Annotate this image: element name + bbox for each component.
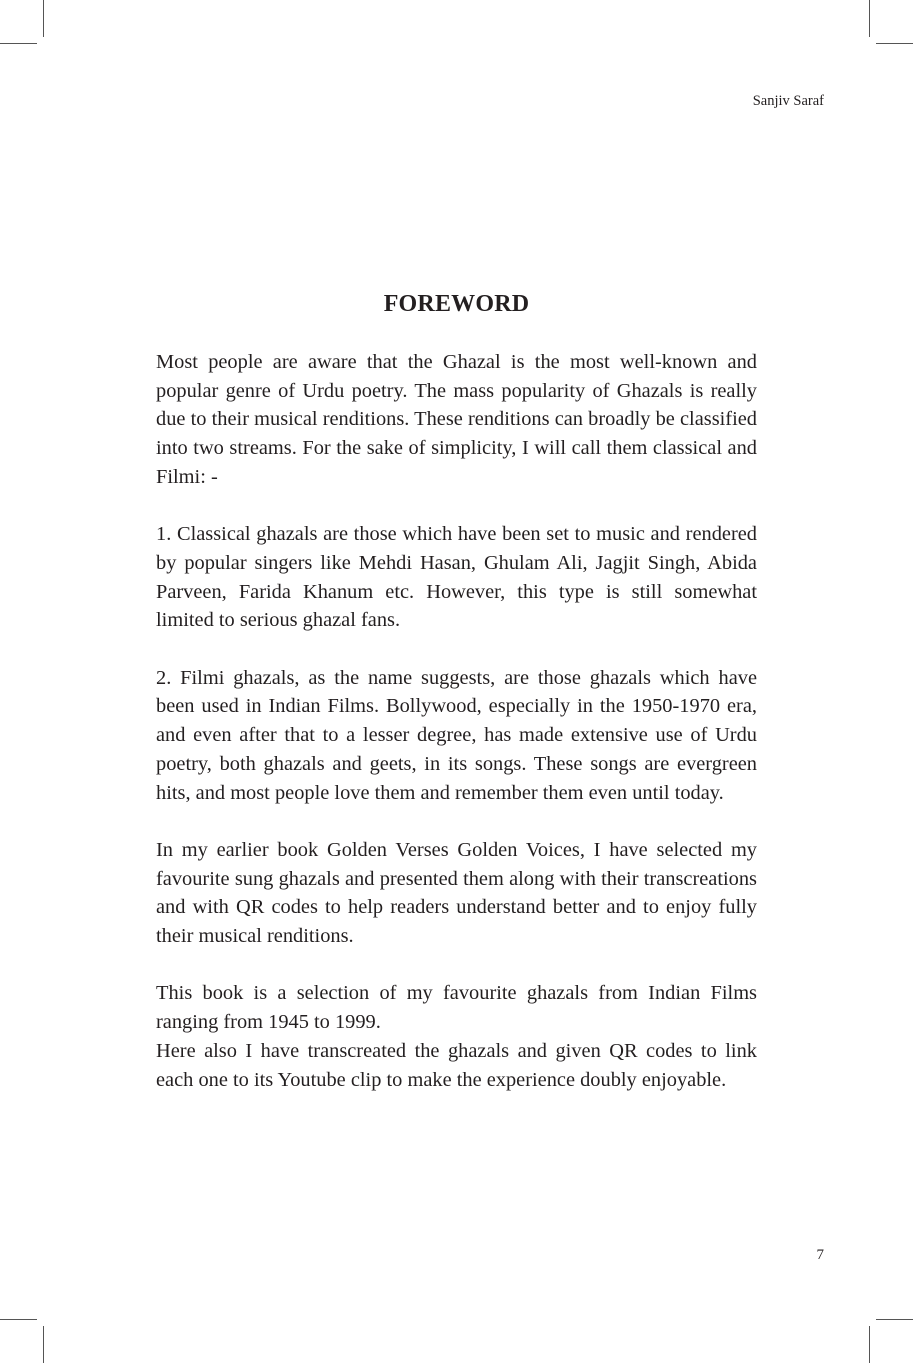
crop-mark-bottom-left-vertical	[43, 1326, 44, 1363]
foreword-body	[156, 348, 757, 1094]
paragraph-filmi-ghazals: 2. Filmi ghazals, as the name suggests, are those ghazals which have been used in Indian Films. Bollywood, especially in the 1950-1970 era, and even after that to a lesser degree, has made extensive use of Urdu poetry, both ghazals and geets, in its songs. These songs are evergreen hits, and most people love them and remember them even until today.	[156, 666, 757, 804]
paragraph-qr-codes: Here also I have transcreated the ghazals and given QR codes to link each one to its Youtube clip to make the experience doubly enjoyable.	[156, 1039, 757, 1091]
crop-mark-bottom-right-vertical	[869, 1326, 870, 1363]
crop-mark-top-left-horizontal	[0, 43, 37, 44]
crop-mark-bottom-left-horizontal	[0, 1319, 37, 1320]
crop-mark-top-left-vertical	[43, 0, 44, 37]
page-title: FOREWORD	[383, 291, 530, 317]
paragraph-earlier-book: In my earlier book Golden Verses Golden Voices, I have selected my favourite sung ghazals and presented them along with their transcreations and with QR codes to help readers understand better and to enjoy fully their musical renditions.	[156, 838, 757, 948]
paragraph-intro: Most people are aware that the Ghazal is the most well-known and popular genre of Urdu poetry. The mass popularity of Ghazals is really due to their musical renditions. These renditions can broadly be classified into two streams. For the sake of simplicity, I will call them classical and Filmi: -	[156, 351, 757, 488]
paragraph-book-selection: This book is a selection of my favourite ghazals from Indian Films ranging from 1945 to 1999.	[156, 982, 757, 1034]
crop-mark-bottom-right-horizontal	[876, 1319, 913, 1320]
paragraph-classical-ghazals: 1. Classical ghazals are those which have been set to music and rendered by popular singers like Mehdi Hasan, Ghulam Ali, Jagjit Singh, Abida Parveen, Farida Khanum etc. However, this type is still somewhat limited to serious ghazal fans.	[156, 523, 757, 632]
crop-mark-top-right-horizontal	[876, 43, 913, 44]
running-header-author: Sanjiv Saraf	[752, 93, 824, 109]
page-number: 7	[816, 1247, 824, 1263]
crop-mark-top-right-vertical	[869, 0, 870, 37]
